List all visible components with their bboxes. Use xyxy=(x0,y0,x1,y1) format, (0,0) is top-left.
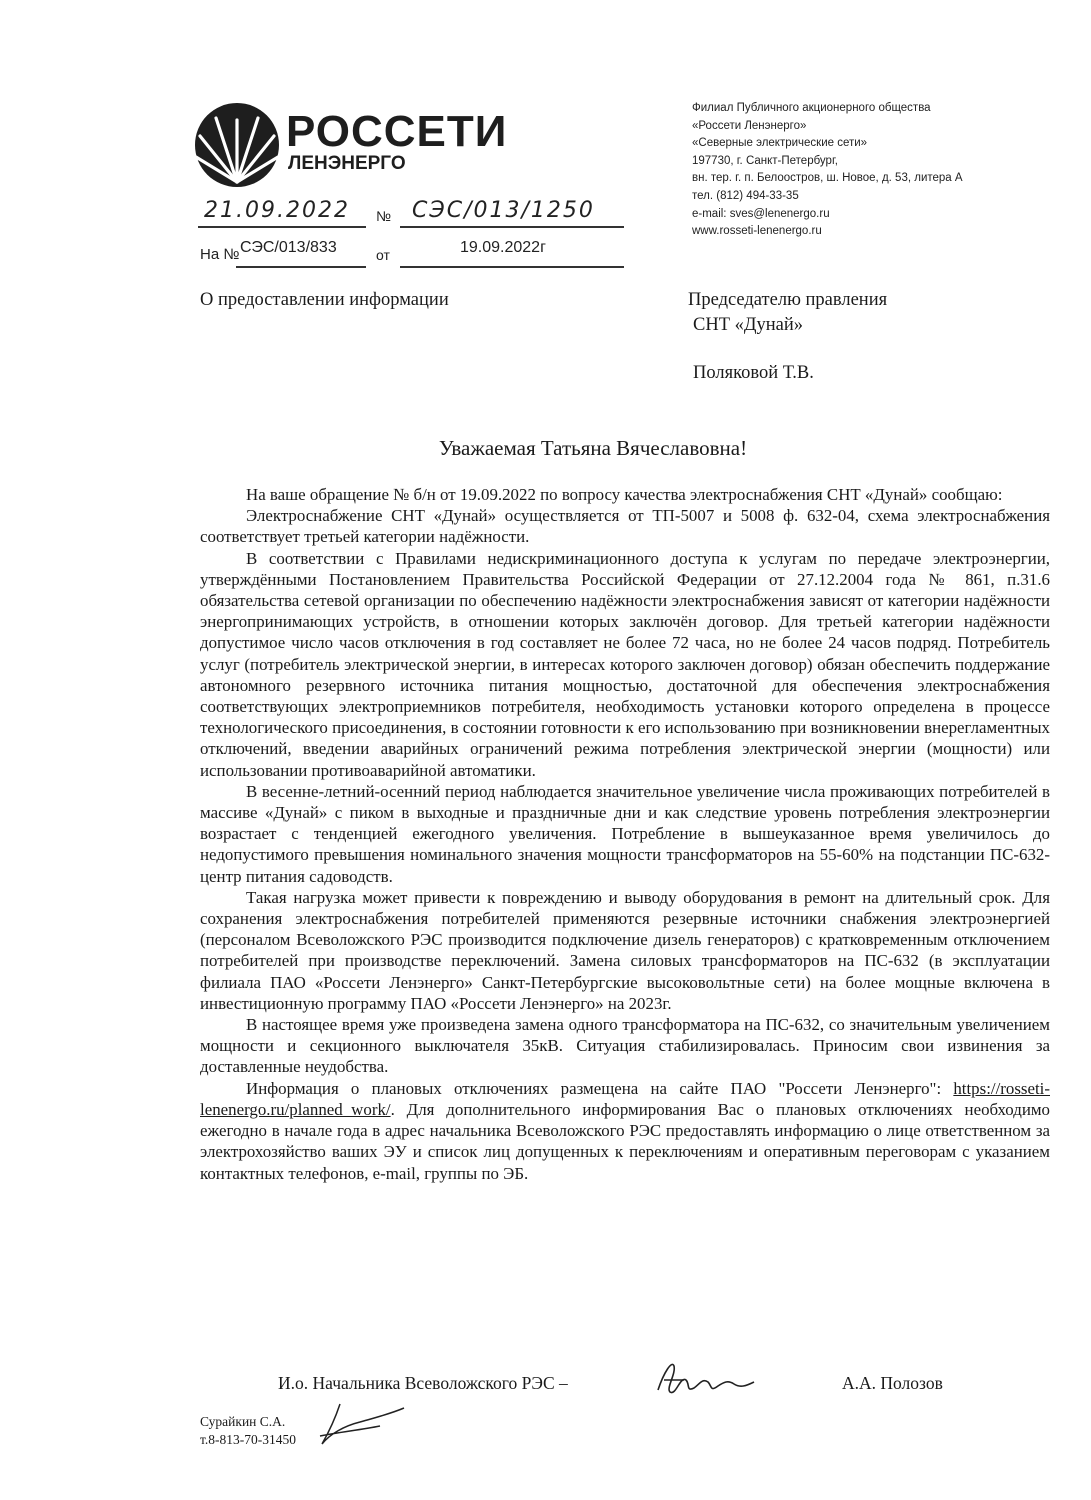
date-underline xyxy=(198,226,366,228)
signatory-name: А.А. Полозов xyxy=(842,1373,943,1393)
number-label: № xyxy=(376,208,392,224)
salutation: Уважаемая Татьяна Вячеславовна! xyxy=(438,436,748,460)
registration-date: 21.09.2022 xyxy=(204,198,350,223)
org-line: e-mail: sves@lenenergo.ru xyxy=(692,207,830,220)
org-line: 197730, г. Санкт-Петербург, xyxy=(692,154,838,167)
rosseti-logo-mark xyxy=(194,102,280,188)
org-line: Филиал Публичного акционерного общества xyxy=(692,102,931,114)
subject: О предоставлении информации xyxy=(200,290,449,310)
ref-number: СЭС/013/833 xyxy=(240,239,337,256)
paragraph: В весенне-летний-осенний период наблюдается значительное увеличение числа проживающих потребителей в массиве «Дунай» с пиком в выходные и праздничные дни и как следствие уровень потребления электроэнергии возрастает с тенденцией ежегодного увеличения. Потребление в вышеуказанное время увеличилось до недопустимого превышения номинального значения мощности трансформаторов на 55-60% на подстанции ПС-632-центр питания садоводств. xyxy=(200,781,1050,886)
signatory-position: И.о. Начальника Всеволожского РЭС – xyxy=(278,1373,568,1393)
org-line: «Россети Ленэнерго» xyxy=(692,119,807,132)
executor-name: Сурайкин С.А. xyxy=(200,1414,286,1429)
paragraph: На ваше обращение № б/н от 19.09.2022 по вопросу качества электроснабжения СНТ «Дунай» сообщаю: xyxy=(246,485,1003,504)
paragraph-text: Информация о плановых отключениях размещена на сайте ПАО "Россети Ленэнерго": xyxy=(246,1078,942,1098)
org-line: www.rosseti-lenenergo.ru xyxy=(692,225,822,238)
addressee-line: Поляковой Т.В. xyxy=(693,363,814,383)
number-underline xyxy=(400,226,624,228)
org-line: вн. тер. г. п. Белоостров, ш. Новое, д. 53, литера А xyxy=(692,172,963,185)
org-line: «Северные электрические сети» xyxy=(692,137,868,150)
executor-signature-icon xyxy=(300,1400,410,1450)
paragraph-text: . Для дополнительного информирования Вас о плановых отключениях необходимо ежегодно в начале года в адрес начальника Всеволожского РЭС предоставлять информацию о лице ответственном за электрохозяйство ваших ЭУ и список лиц допущенных к переключениям и оперативным переговорам с указанием контактных телефонов, e-mail, группы по ЭБ. xyxy=(200,1099,1050,1183)
signature-icon xyxy=(650,1352,760,1402)
executor-phone: т.8-813-70-31450 xyxy=(200,1432,296,1447)
registration-number: СЭС/013/1250 xyxy=(412,198,595,223)
logo-name: РОССЕТИ xyxy=(286,107,508,156)
paragraph: Электроснабжение СНТ «Дунай» осуществляется от ТП-5007 и 5008 ф. 632-04, схема электроснабжения соответствует третьей категории надёжности. xyxy=(200,506,1050,547)
org-line: тел. (812) 494-33-35 xyxy=(692,189,799,202)
letter-body xyxy=(200,484,1050,1184)
planned-work-link[interactable]: https://rosseti-lenenergo.ru/planned_work/ xyxy=(200,1078,1050,1119)
from-label: от xyxy=(376,247,390,263)
organization-block xyxy=(692,100,1022,241)
paragraph: Такая нагрузка может привести к повреждению и выводу оборудования в ремонт на длительный срок. Для сохранения электроснабжения потребителей применяются резервные источники снабжения электроэнергией (персоналом Всеволожского РЭС производится подключение дизель генераторов) с кратковременным отключением потребителей при производстве переключений. Замена силовых трансформаторов на ПС-632 (в эксплуатации филиала ПАО «Россети Ленэнерго» Санкт-Петербургские высоковольтные сети) на более мощные включена в инвестиционную программу ПАО «Россети Ленэнерго» на 2023г. xyxy=(200,887,1050,1013)
addressee-line: СНТ «Дунай» xyxy=(693,315,804,335)
paragraph: В соответствии с Правилами недискриминационного доступа к услугам по передаче электроэнергии, утверждёнными Постановлением Правительства Российской Федерации от 27.12.2004 года № 861, п.31.6 обязательства сетевой организации по обеспечению надёжности электроснабжения зависят от категории надёжности энергопринимающих устройств, в отношении которых заключён договор. Для третьей категории надёжности допустимое число часов отключения в год составляет не более 72 часа, но не более 24 часов подряд. Потребитель услуг (потребитель электрической энергии, в интересах которого заключен договор) обязан обеспечить поддержание автономного резервного источника питания мощностью, достаточной для обеспечения электроснабжения соответствующих электроприемников потребителя, необходимость установки которого определена в процессе технологического присоединения, в состоянии готовности к его использованию при возникновении внерегламентных отключений, введении аварийных ограничений режима потребления электрической энергии (мощности) или использовании противоаварийной автоматики. xyxy=(200,548,1050,780)
ref-date-underline xyxy=(400,266,624,268)
ref-label: На № xyxy=(200,246,240,263)
executor-block xyxy=(200,1413,296,1449)
ref-underline xyxy=(236,266,366,268)
logo-subname: ЛЕНЭНЕРГО xyxy=(288,153,406,174)
paragraph xyxy=(200,1078,1050,1184)
addressee-line: Председателю правления xyxy=(688,290,888,310)
ref-date: 19.09.2022г xyxy=(460,239,546,256)
paragraph: В настоящее время уже произведена замена одного трансформатора на ПС-632, со значительным увеличением мощности и секционного выключателя 35кВ. Ситуация стабилизировалась. Приносим свои извинения за доставленные неудобства. xyxy=(200,1015,1050,1077)
